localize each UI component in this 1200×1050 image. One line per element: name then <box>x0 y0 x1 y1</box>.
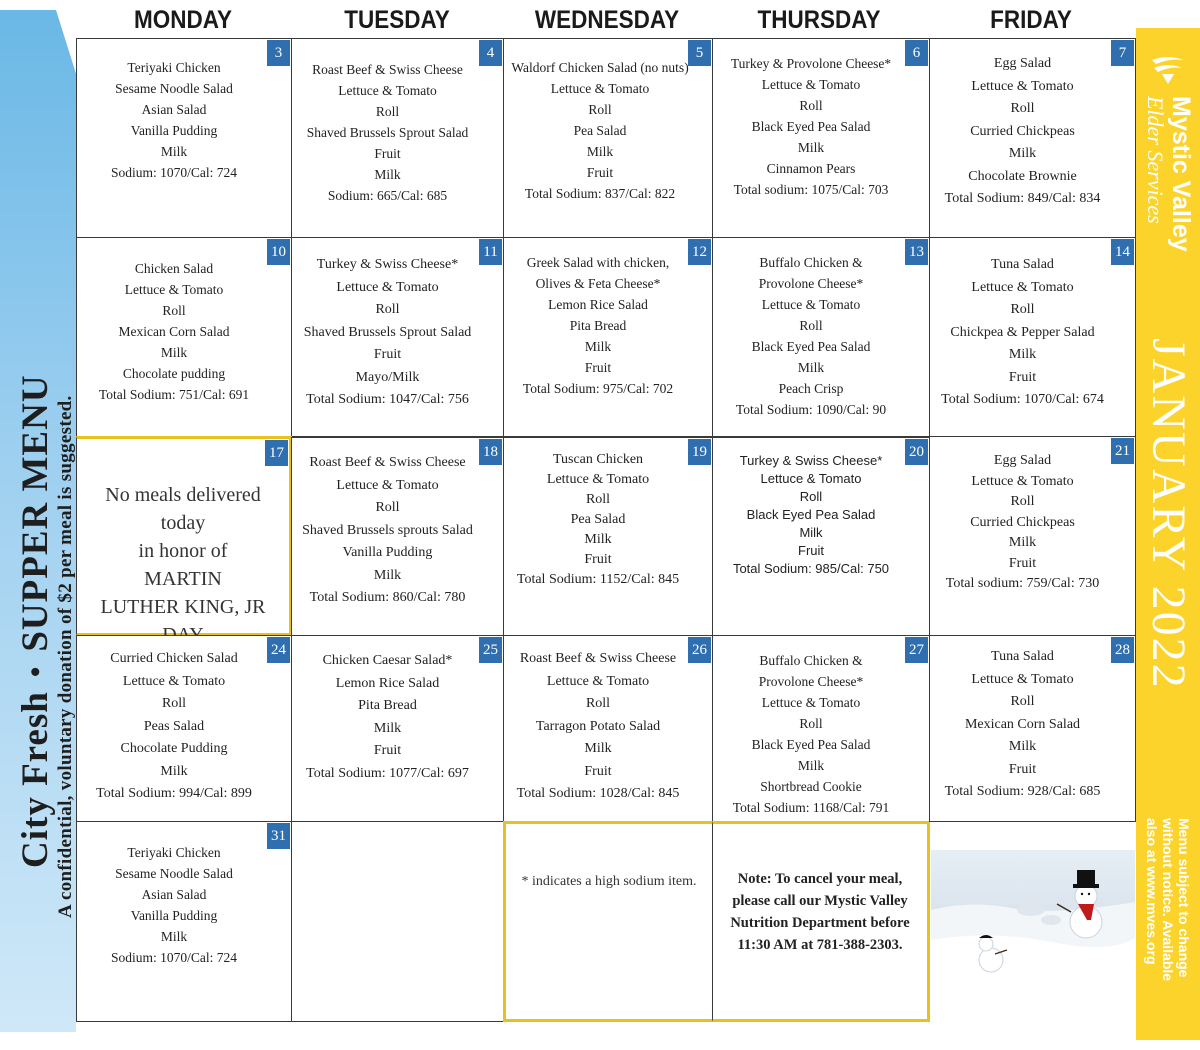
menu-item: Lettuce & Tomato <box>971 671 1074 687</box>
empty-day-cell <box>291 821 504 1022</box>
holiday-line: LUTHER KING, JR <box>100 596 266 618</box>
day-cell <box>929 237 1136 437</box>
menu-item: Lettuce & Tomato <box>971 473 1074 489</box>
menu-item: Fruit <box>584 360 612 375</box>
menu-item: Milk <box>160 345 188 360</box>
date-badge: 28 <box>1111 637 1134 663</box>
menu-item: Buffalo Chicken & <box>759 653 863 668</box>
menu-items <box>83 842 265 968</box>
menu-item: Shaved Brussels Sprout Salad <box>303 324 472 340</box>
day-cell <box>291 437 504 636</box>
cancel-note <box>723 868 917 956</box>
menu-item: Lettuce & Tomato <box>546 472 650 487</box>
menu-item: Fruit <box>798 543 824 558</box>
menu-item: Milk <box>584 532 612 547</box>
menu-item: Curried Chicken Salad <box>110 651 238 666</box>
menu-item: Olives & Feta Cheese* <box>535 276 661 291</box>
donation-note: A confidential, voluntary donation of $2 per meal is suggested. <box>55 395 76 918</box>
date-badge: 7 <box>1111 40 1134 66</box>
menu-item: Lettuce & Tomato <box>546 673 650 689</box>
day-cell <box>76 38 292 238</box>
cancel-note-line: Nutrition Department before <box>730 915 910 931</box>
menu-item: Black Eyed Pea Salad <box>751 119 871 134</box>
menu-item: Pea Salad <box>570 512 626 527</box>
day-header-tuesday: TUESDAY <box>344 6 450 34</box>
menu-item: Lettuce & Tomato <box>761 695 861 710</box>
menu-item: Chickpea & Pepper Salad <box>950 324 1095 340</box>
menu-item: Curried Chickpeas <box>970 514 1075 530</box>
friday-column <box>929 38 1136 822</box>
menu-item: Fruit <box>586 165 614 180</box>
menu-item: Milk <box>160 763 188 779</box>
menu-item: Vanilla Pudding <box>130 123 218 138</box>
menu-item: Lettuce & Tomato <box>122 673 226 689</box>
menu-item: Roll <box>799 98 823 113</box>
menu-item: Provolone Cheese* <box>758 276 864 291</box>
menu-items <box>936 451 1109 595</box>
menu-items <box>936 646 1109 804</box>
day-cell <box>712 237 930 437</box>
menu-item: Lemon Rice Salad <box>548 297 648 312</box>
menu-items <box>719 53 903 200</box>
nutrition-total: Total Sodium: 928/Cal: 685 <box>944 784 1101 799</box>
menu-item: Roll <box>1010 694 1035 709</box>
menu-item: Milk <box>374 167 401 182</box>
menu-items <box>719 650 903 818</box>
notice-line: without notice. Available <box>1160 818 1176 982</box>
menu-item: Black Eyed Pea Salad <box>751 737 871 752</box>
menu-item: Pita Bread <box>569 318 627 333</box>
day-header-thursday: THURSDAY <box>757 6 881 34</box>
day-cell <box>503 437 713 636</box>
menu-item: Chocolate Pudding <box>120 741 228 756</box>
menu-item: Fruit <box>373 347 402 362</box>
nutrition-total: Total Sodium: 1168/Cal: 791 <box>732 800 890 815</box>
menu-item: Lettuce & Tomato <box>550 81 650 96</box>
menu-item: Mayo/Milk <box>355 369 420 385</box>
menu-items <box>506 57 694 204</box>
menu-item: Milk <box>373 720 402 736</box>
nutrition-total: Sodium: 1070/Cal: 724 <box>110 165 237 180</box>
menu-item: Roll <box>161 696 187 711</box>
menu-item: Provolone Cheese* <box>758 674 864 689</box>
sodium-note-cell <box>503 821 713 1022</box>
day-cell <box>712 437 930 636</box>
holiday-message <box>83 481 283 649</box>
right-banner-brand: Mystic Valley <box>1167 96 1195 252</box>
menu-item: Teriyaki Chicken <box>127 60 221 75</box>
menu-item: Black Eyed Pea Salad <box>746 507 876 522</box>
menu-item: Mexican Corn Salad <box>118 324 230 339</box>
day-cell <box>929 436 1136 636</box>
menu-item: Milk <box>1008 146 1037 161</box>
menu-item: Roast Beef & Swiss Cheese <box>312 62 463 77</box>
holiday-line: in honor of <box>138 540 228 562</box>
menu-item: Lettuce & Tomato <box>124 282 224 297</box>
menu-item: Milk <box>1008 535 1037 550</box>
date-badge: 24 <box>267 637 290 663</box>
date-badge: 27 <box>905 637 928 663</box>
menu-item: Milk <box>373 567 402 583</box>
date-badge: 6 <box>905 40 928 66</box>
holiday-line: No meals delivered today <box>105 484 261 534</box>
menu-item: Shaved Brussels sprouts Salad <box>302 522 473 538</box>
day-cell <box>76 821 292 1022</box>
menu-item: Fruit <box>584 552 612 567</box>
menu-item: Fruit <box>1008 369 1037 385</box>
menu-item: Buffalo Chicken & <box>759 255 863 270</box>
menu-item: Milk <box>584 339 612 354</box>
day-header-friday: FRIDAY <box>990 6 1072 34</box>
nutrition-total: Total sodium: 1075/Cal: 703 <box>733 182 889 197</box>
menu-item: Waldorf Chicken Salad (no nuts) <box>511 60 689 75</box>
nutrition-total: Total Sodium: 860/Cal: 780 <box>309 590 466 605</box>
nutrition-total: Total Sodium: 994/Cal: 899 <box>96 786 252 801</box>
menu-item: Milk <box>160 144 188 159</box>
wave-logo-icon <box>1148 52 1188 88</box>
day-cell <box>712 635 930 822</box>
day-header-wednesday: WEDNESDAY <box>534 6 680 34</box>
date-badge: 4 <box>479 40 502 66</box>
menu-item: Tuna Salad <box>991 649 1054 664</box>
menu-item: Sesame Noodle Salad <box>115 81 233 96</box>
menu-items <box>83 258 265 405</box>
menu-item: Milk <box>1008 347 1037 362</box>
nutrition-total: Sodium: 1070/Cal: 724 <box>110 950 237 965</box>
menu-item: Egg Salad <box>993 56 1052 71</box>
date-badge: 10 <box>267 239 290 265</box>
menu-item: Chocolate Brownie <box>968 168 1077 184</box>
menu-item: Fruit <box>373 743 402 758</box>
menu-item: Shaved Brussels Sprout Salad <box>306 125 469 140</box>
day-cell <box>291 635 504 822</box>
nutrition-total: Total sodium: 759/Cal: 730 <box>945 576 1100 591</box>
cancel-note-line: please call our Mystic Valley <box>732 893 908 909</box>
menu-item: Milk <box>797 758 825 773</box>
menu-item: Cinnamon Pears <box>766 161 856 176</box>
menu-item: Fruit <box>1008 761 1037 777</box>
menu-item: Roast Beef & Swiss Cheese <box>309 455 466 470</box>
menu-item: Roll <box>375 302 400 317</box>
nutrition-total: Total Sodium: 1047/Cal: 756 <box>306 392 469 407</box>
menu-items <box>83 648 265 806</box>
date-badge: 13 <box>905 239 928 265</box>
menu-item: Roll <box>585 492 611 507</box>
menu-items <box>298 59 477 206</box>
menu-item: Chocolate pudding <box>122 366 226 381</box>
day-cell <box>503 38 713 238</box>
menu-item: Tuna Salad <box>991 257 1054 272</box>
menu-item: Asian Salad <box>141 887 207 902</box>
menu-items <box>83 57 265 183</box>
menu-item: Milk <box>1008 739 1037 754</box>
menu-item: Lettuce & Tomato <box>971 78 1074 94</box>
nutrition-total: Total Sodium: 837/Cal: 822 <box>524 186 676 201</box>
menu-item: Milk <box>586 144 614 159</box>
holiday-line: MARTIN <box>144 568 222 590</box>
nutrition-total: Total Sodium: 985/Cal: 750 <box>732 561 890 576</box>
day-cell <box>503 237 713 437</box>
month-title: JANUARY 2022 <box>1142 338 1195 690</box>
day-cell <box>712 38 930 238</box>
menu-item: Sesame Noodle Salad <box>115 866 233 881</box>
menu-item: Curried Chickpeas <box>970 123 1075 139</box>
menu-item: Vanilla Pudding <box>130 908 218 923</box>
menu-item: Turkey & Swiss Cheese* <box>739 453 883 468</box>
menu-item: Lettuce & Tomato <box>336 477 439 493</box>
nutrition-total: Total Sodium: 975/Cal: 702 <box>522 381 674 396</box>
menu-item: Milk <box>584 741 612 756</box>
menu-item: Roll <box>1010 494 1035 509</box>
menu-items <box>298 254 477 412</box>
high-sodium-note: * indicates a high sodium item. <box>521 874 697 889</box>
menu-item: Lettuce & Tomato <box>761 77 861 92</box>
menu-items <box>936 254 1109 412</box>
date-badge: 17 <box>265 440 288 466</box>
menu-item: Lettuce & Tomato <box>336 279 439 295</box>
menu-item: Roast Beef & Swiss Cheese <box>519 651 677 666</box>
menu-item: Lemon Rice Salad <box>335 675 440 691</box>
nutrition-total: Total Sodium: 1090/Cal: 90 <box>735 402 887 417</box>
calendar-grid <box>76 38 930 1022</box>
menu-item: Lettuce & Tomato <box>971 279 1074 295</box>
day-cell <box>76 635 292 822</box>
menu-items <box>298 452 477 610</box>
notice-line: Menu subject to change <box>1176 818 1192 978</box>
menu-item: Teriyaki Chicken <box>127 845 221 860</box>
menu-item: Pea Salad <box>573 123 627 138</box>
day-cell <box>929 38 1136 238</box>
menu-item: Chicken Salad <box>134 261 214 276</box>
day-cell <box>929 635 1136 822</box>
nutrition-total: Total Sodium: 1028/Cal: 845 <box>516 786 680 801</box>
menu-item: Asian Salad <box>141 102 207 117</box>
date-badge: 26 <box>688 637 711 663</box>
menu-item: Vanilla Pudding <box>342 545 433 560</box>
left-banner-title <box>14 374 57 868</box>
menu-item: Milk <box>797 360 825 375</box>
menu-items <box>510 648 686 806</box>
menu-item: Roll <box>1010 302 1035 317</box>
menu-item: Lettuce & Tomato <box>760 471 862 486</box>
nutrition-total: Total Sodium: 751/Cal: 691 <box>98 387 250 402</box>
menu-item: Turkey & Provolone Cheese* <box>730 56 892 71</box>
nutrition-total: Total Sodium: 1077/Cal: 697 <box>306 765 469 781</box>
menu-item: Chicken Caesar Salad* <box>322 653 453 668</box>
day-cell <box>503 635 713 822</box>
cancel-note-line: Note: To cancel your meal, <box>737 871 903 887</box>
menu-item: Roll <box>588 102 612 117</box>
date-badge: 21 <box>1111 438 1134 464</box>
menu-item: Mexican Corn Salad <box>964 716 1081 732</box>
menu-items <box>510 450 686 590</box>
menu-items <box>298 650 477 785</box>
menu-item: Lettuce & Tomato <box>338 83 437 98</box>
menu-item: Lettuce & Tomato <box>761 297 861 312</box>
snowman-photo-icon <box>931 850 1135 990</box>
menu-item: Roll <box>799 489 823 504</box>
cancel-note-cell <box>712 821 930 1022</box>
day-cell <box>291 38 504 238</box>
menu-item: Peas Salad <box>143 718 205 734</box>
date-badge: 20 <box>905 439 928 465</box>
menu-item: Black Eyed Pea Salad <box>751 339 871 354</box>
day-cell <box>76 237 292 437</box>
nutrition-total: Total Sodium: 1152/Cal: 845 <box>516 572 680 587</box>
menu-item: Roll <box>162 303 186 318</box>
menu-items <box>719 252 903 420</box>
right-banner-subbrand: Elder Services <box>1143 96 1168 224</box>
menu-items <box>510 252 686 399</box>
nutrition-total: Total Sodium: 1070/Cal: 674 <box>941 392 1104 407</box>
notice-line: also at www.mves.org <box>1144 818 1160 965</box>
holiday-cell <box>76 436 292 636</box>
brand-name: City Fresh <box>15 691 56 868</box>
menu-item: Peach Crisp <box>778 381 844 396</box>
menu-item: Roll <box>799 716 823 731</box>
menu-item: Roll <box>585 696 611 711</box>
menu-item: Turkey & Swiss Cheese* <box>316 257 459 272</box>
nutrition-total: Total Sodium: 849/Cal: 834 <box>944 191 1101 206</box>
date-badge: 12 <box>688 239 711 265</box>
menu-item: Egg Salad <box>993 453 1052 468</box>
menu-item: Fruit <box>584 763 612 779</box>
menu-items <box>936 53 1109 211</box>
menu-item: Tarragon Potato Salad <box>535 718 661 734</box>
menu-item: Shortbread Cookie <box>760 779 862 794</box>
nutrition-total: Sodium: 665/Cal: 685 <box>327 188 448 203</box>
menu-title: SUPPER MENU <box>15 374 56 652</box>
menu-item: Roll <box>1010 101 1035 116</box>
menu-item: Greek Salad with chicken, <box>526 255 670 270</box>
menu-item: Roll <box>375 104 400 119</box>
menu-item: Pita Bread <box>358 698 417 713</box>
menu-item: Fruit <box>1008 555 1037 571</box>
date-badge: 5 <box>688 40 711 66</box>
date-badge: 11 <box>479 239 502 265</box>
menu-item: Milk <box>799 525 823 540</box>
title-bullet: • <box>18 665 52 678</box>
menu-item: Milk <box>160 929 188 944</box>
menu-item: Fruit <box>374 146 401 161</box>
menu-item: Tuscan Chicken <box>552 452 644 467</box>
menu-items <box>719 452 903 578</box>
menu-item: Roll <box>375 500 400 515</box>
cancel-note-line: 11:30 AM at 781-388-2303. <box>737 937 903 953</box>
date-badge: 14 <box>1111 239 1134 265</box>
day-cell <box>291 237 504 437</box>
day-header-monday: MONDAY <box>134 6 232 34</box>
date-badge: 19 <box>688 439 711 465</box>
date-badge: 25 <box>479 637 502 663</box>
menu-item: Roll <box>799 318 823 333</box>
date-badge: 3 <box>267 40 290 66</box>
date-badge: 18 <box>479 439 502 465</box>
date-badge: 31 <box>267 823 290 849</box>
menu-item: Milk <box>797 140 825 155</box>
